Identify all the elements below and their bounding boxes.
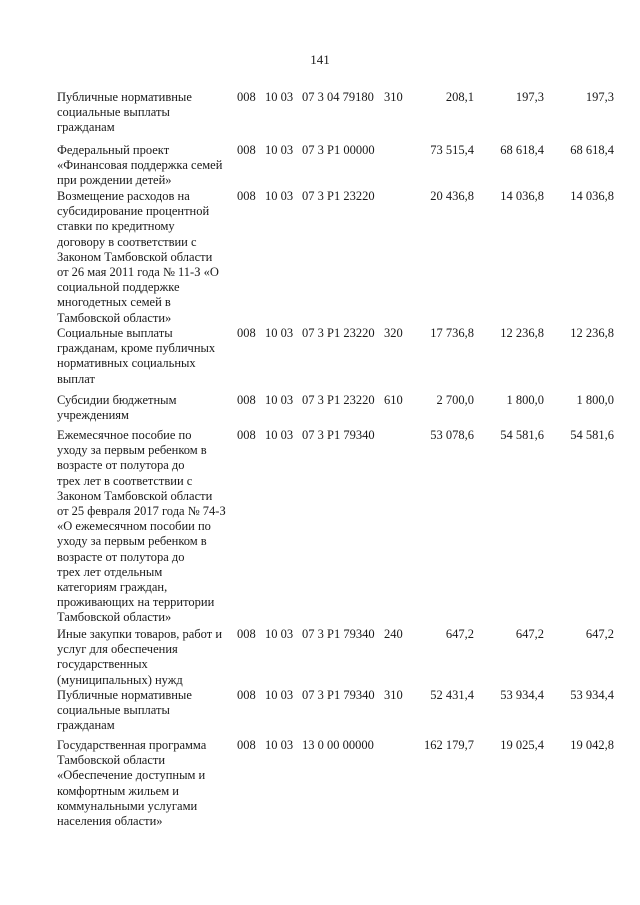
amount-year-1: 20 436,8 [430, 189, 474, 203]
section-code: 10 03 [265, 627, 294, 641]
amount-year-1: 208,1 [445, 90, 474, 104]
ministry-code: 008 [237, 143, 256, 157]
description-line: (муниципальных) нужд [57, 672, 183, 687]
description-line: трех лет в соответствии с [57, 473, 193, 488]
description-line: уходу за первым ребенком в [57, 443, 207, 458]
description-line: трех лет отдельным [57, 564, 163, 579]
description-line: договору в соответствии с [57, 234, 197, 249]
description-line: Субсидии бюджетным [57, 393, 177, 407]
ministry-code: 008 [237, 738, 256, 752]
amount-year-1: 17 736,8 [430, 326, 474, 340]
amount-year-1: 2 700,0 [436, 393, 474, 407]
amount-year-3: 53 934,4 [570, 688, 614, 702]
target-article-code: 07 3 04 79180 [302, 90, 374, 104]
description-line: от 25 февраля 2017 года № 74-З [57, 504, 226, 519]
ministry-code: 008 [237, 189, 256, 203]
target-article-code: 07 3 Р1 79340 [302, 627, 375, 641]
amount-year-1: 647,2 [445, 627, 474, 641]
section-code: 10 03 [265, 393, 294, 407]
description-line: Тамбовской области» [57, 610, 172, 625]
description-line: Государственная программа [57, 738, 207, 752]
amount-year-2: 12 236,8 [500, 326, 544, 340]
description-line: ставки по кредитному [57, 219, 175, 234]
target-article-code: 07 3 Р1 79340 [302, 688, 375, 702]
amount-year-2: 68 618,4 [500, 143, 544, 157]
description-line: комфортным жильем и [57, 783, 179, 798]
description-line: Публичные нормативные [57, 688, 192, 702]
amount-year-1: 53 078,6 [430, 428, 474, 442]
description-line: «Обеспечение доступным и [57, 768, 206, 783]
description-line: Социальные выплаты [57, 326, 173, 340]
description-line: Федеральный проект [57, 143, 170, 157]
amount-year-3: 12 236,8 [570, 326, 614, 340]
amount-year-2: 53 934,4 [500, 688, 544, 702]
description-line: услуг для обеспечения [57, 642, 178, 657]
section-code: 10 03 [265, 326, 294, 340]
description-line: коммунальными услугами [57, 798, 198, 813]
amount-year-3: 19 042,8 [570, 738, 614, 752]
amount-year-2: 197,3 [515, 90, 544, 104]
amount-year-3: 54 581,6 [570, 428, 614, 442]
description-line: уходу за первым ребенком в [57, 534, 207, 549]
target-article-code: 07 3 Р1 23220 [302, 189, 375, 203]
ministry-code: 008 [237, 90, 256, 104]
description-line: выплат [57, 371, 95, 386]
amount-year-2: 19 025,4 [500, 738, 544, 752]
description-line: населения области» [57, 814, 163, 829]
description-line: социальные выплаты [57, 105, 170, 120]
expense-type-code: 240 [384, 627, 403, 641]
description-line: многодетных семей в [57, 295, 171, 310]
target-article-code: 07 3 Р1 00000 [302, 143, 375, 157]
section-code: 10 03 [265, 738, 294, 752]
description-line: Возмещение расходов на [57, 189, 190, 203]
row-description [57, 189, 235, 326]
description-line: проживающих на территории [57, 595, 215, 610]
page-number: 141 [310, 52, 330, 67]
row-description [57, 393, 235, 423]
row-description [57, 143, 235, 189]
description-line: гражданам, кроме публичных [57, 341, 216, 356]
amount-year-1: 52 431,4 [430, 688, 474, 702]
description-line: социальные выплаты [57, 703, 170, 718]
description-line: при рождении детей» [57, 173, 172, 188]
description-line: «О ежемесячном пособии по [57, 519, 211, 534]
amount-year-2: 647,2 [515, 627, 544, 641]
ministry-code: 008 [237, 688, 256, 702]
description-line: субсидирование процентной [57, 204, 210, 219]
ministry-code: 008 [237, 428, 256, 442]
section-code: 10 03 [265, 428, 294, 442]
target-article-code: 13 0 00 00000 [302, 738, 374, 752]
amount-year-1: 73 515,4 [430, 143, 474, 157]
expense-type-code: 610 [384, 393, 403, 407]
description-line: Ежемесячное пособие по [57, 428, 192, 442]
row-description [57, 326, 235, 387]
description-line: Тамбовской области» [57, 310, 172, 325]
amount-year-3: 68 618,4 [570, 143, 614, 157]
amount-year-3: 647,2 [585, 627, 614, 641]
ministry-code: 008 [237, 393, 256, 407]
description-line: возрасте от полутора до [57, 549, 185, 564]
expense-type-code: 320 [384, 326, 403, 340]
description-line: «Финансовая поддержка семей [57, 158, 223, 173]
expense-type-code: 310 [384, 688, 403, 702]
description-line: учреждениям [57, 408, 129, 423]
description-line: Публичные нормативные [57, 90, 192, 104]
ministry-code: 008 [237, 627, 256, 641]
section-code: 10 03 [265, 688, 294, 702]
description-line: от 26 мая 2011 года № 11-З «О [57, 265, 219, 280]
amount-year-3: 197,3 [585, 90, 614, 104]
description-line: государственных [57, 657, 148, 672]
description-line: Тамбовской области [57, 753, 166, 768]
description-line: возрасте от полутора до [57, 458, 185, 473]
description-line: социальной поддержке [57, 280, 180, 295]
target-article-code: 07 3 Р1 23220 [302, 393, 375, 407]
row-description [57, 428, 235, 626]
expense-type-code: 310 [384, 90, 403, 104]
description-line: категориям граждан, [57, 580, 168, 595]
section-code: 10 03 [265, 90, 294, 104]
section-code: 10 03 [265, 189, 294, 203]
section-code: 10 03 [265, 143, 294, 157]
target-article-code: 07 3 Р1 23220 [302, 326, 375, 340]
description-line: гражданам [57, 718, 115, 733]
amount-year-2: 14 036,8 [500, 189, 544, 203]
amount-year-2: 54 581,6 [500, 428, 544, 442]
description-line: нормативных социальных [57, 356, 196, 371]
row-description [57, 90, 235, 136]
row-description [57, 627, 235, 688]
target-article-code: 07 3 Р1 79340 [302, 428, 375, 442]
amount-year-3: 1 800,0 [576, 393, 614, 407]
row-description [57, 688, 235, 734]
amount-year-3: 14 036,8 [570, 189, 614, 203]
description-line: Законом Тамбовской области [57, 249, 213, 264]
row-description [57, 738, 235, 829]
amount-year-1: 162 179,7 [424, 738, 474, 752]
description-line: Законом Тамбовской области [57, 488, 213, 503]
description-line: гражданам [57, 120, 115, 135]
description-line: Иные закупки товаров, работ и [57, 627, 223, 641]
amount-year-2: 1 800,0 [506, 393, 544, 407]
ministry-code: 008 [237, 326, 256, 340]
